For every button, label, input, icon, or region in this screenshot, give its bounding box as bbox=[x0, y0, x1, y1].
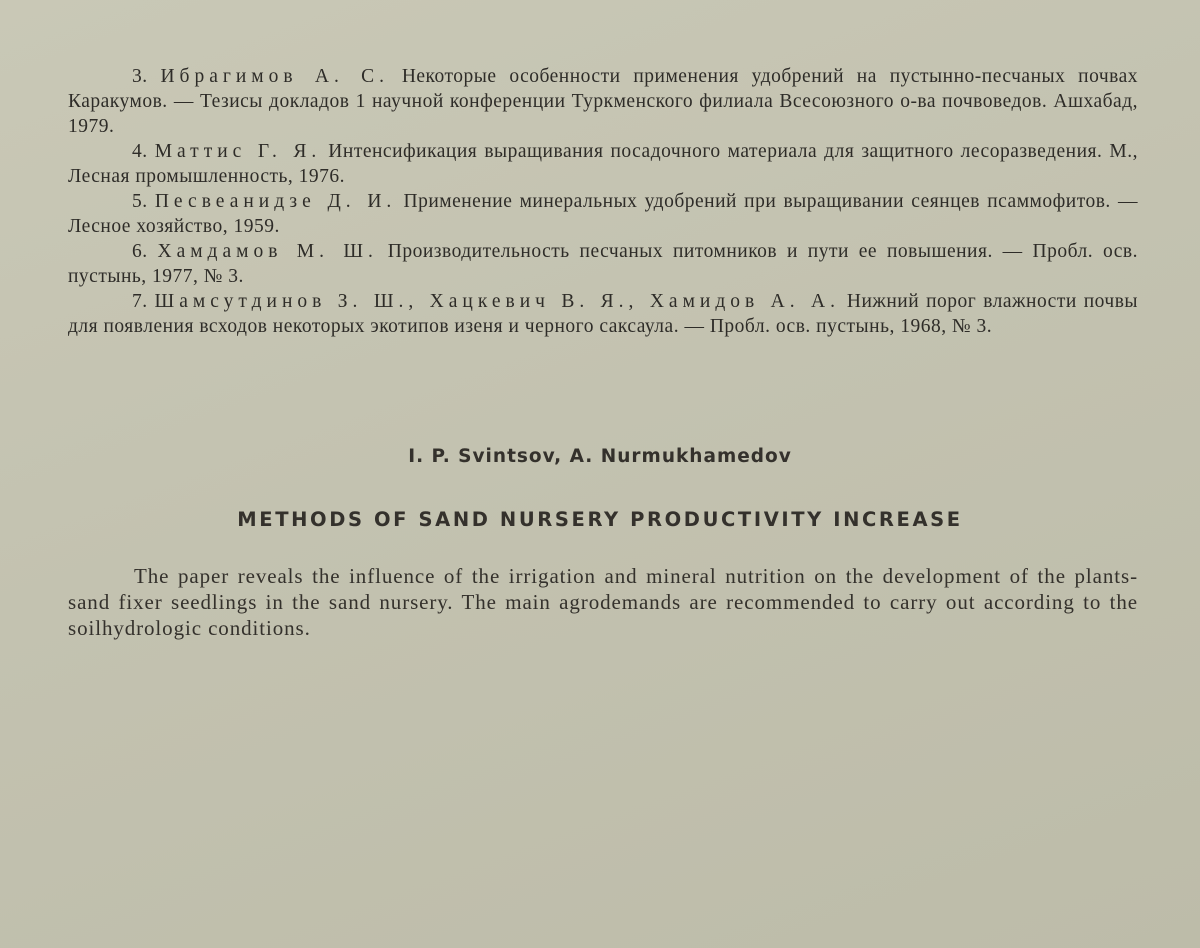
reference-number: 6. bbox=[132, 241, 148, 262]
reference-author: Хамдамов М. Ш. bbox=[157, 241, 378, 262]
reference-number: 5. bbox=[132, 191, 148, 212]
reference-item bbox=[68, 64, 1138, 139]
reference-text: Нижний порог влажности почвы для появления всходов некоторых экотипов изеня и черного саксаула. — Пробл. осв. пустынь, 1968, № 3. bbox=[68, 291, 1138, 337]
reference-item bbox=[68, 239, 1138, 289]
reference-text: Производительность песчаных питомников и пути ее повышения. — Пробл. осв. пустынь, 1977, № 3. bbox=[68, 241, 1138, 287]
reference-number: 4. bbox=[132, 141, 148, 162]
reference-number: 7. bbox=[132, 291, 148, 312]
reference-text: Некоторые особенности применения удобрений на пустынно-песчаных почвах Каракумов. — Тезисы докладов 1 научной конференции Туркменского филиала Всесоюзного о-ва почвоведов. Ашхабад, 1979. bbox=[68, 66, 1139, 137]
reference-author: Ибрагимов А. С. bbox=[160, 66, 390, 87]
abstract-title: METHODS OF SAND NURSERY PRODUCTIVITY INCREASE bbox=[237, 508, 963, 531]
reference-text: Применение минеральных удобрений при выращивании сеянцев псаммофитов. — Лесное хозяйство, 1959. bbox=[68, 191, 1138, 237]
reference-list bbox=[68, 64, 1138, 339]
reference-author: Песвеанидзе Д. И. bbox=[154, 191, 397, 212]
reference-author: Шамсутдинов З. Ш., Хацкевич В. Я., Хамидов А. А. bbox=[154, 291, 840, 312]
reference-item bbox=[68, 139, 1138, 189]
reference-number: 3. bbox=[132, 66, 148, 87]
reference-text: Интенсификация выращивания посадочного материала для защитного лесоразведения. М., Лесная промышленность, 1976. bbox=[68, 141, 1138, 187]
reference-author: Маттис Г. Я. bbox=[154, 141, 322, 162]
abstract-body: The paper reveals the influence of the irrigation and mineral nutrition on the development of the plants-sand fixer seedlings in the sand nursery. The main agrodemands are recommended to carry out according to the soilhydrologic conditions. bbox=[68, 564, 1138, 640]
reference-item bbox=[68, 289, 1138, 339]
reference-item bbox=[68, 189, 1138, 239]
abstract-authors: I. P. Svintsov, A. Nurmukhamedov bbox=[408, 446, 792, 467]
